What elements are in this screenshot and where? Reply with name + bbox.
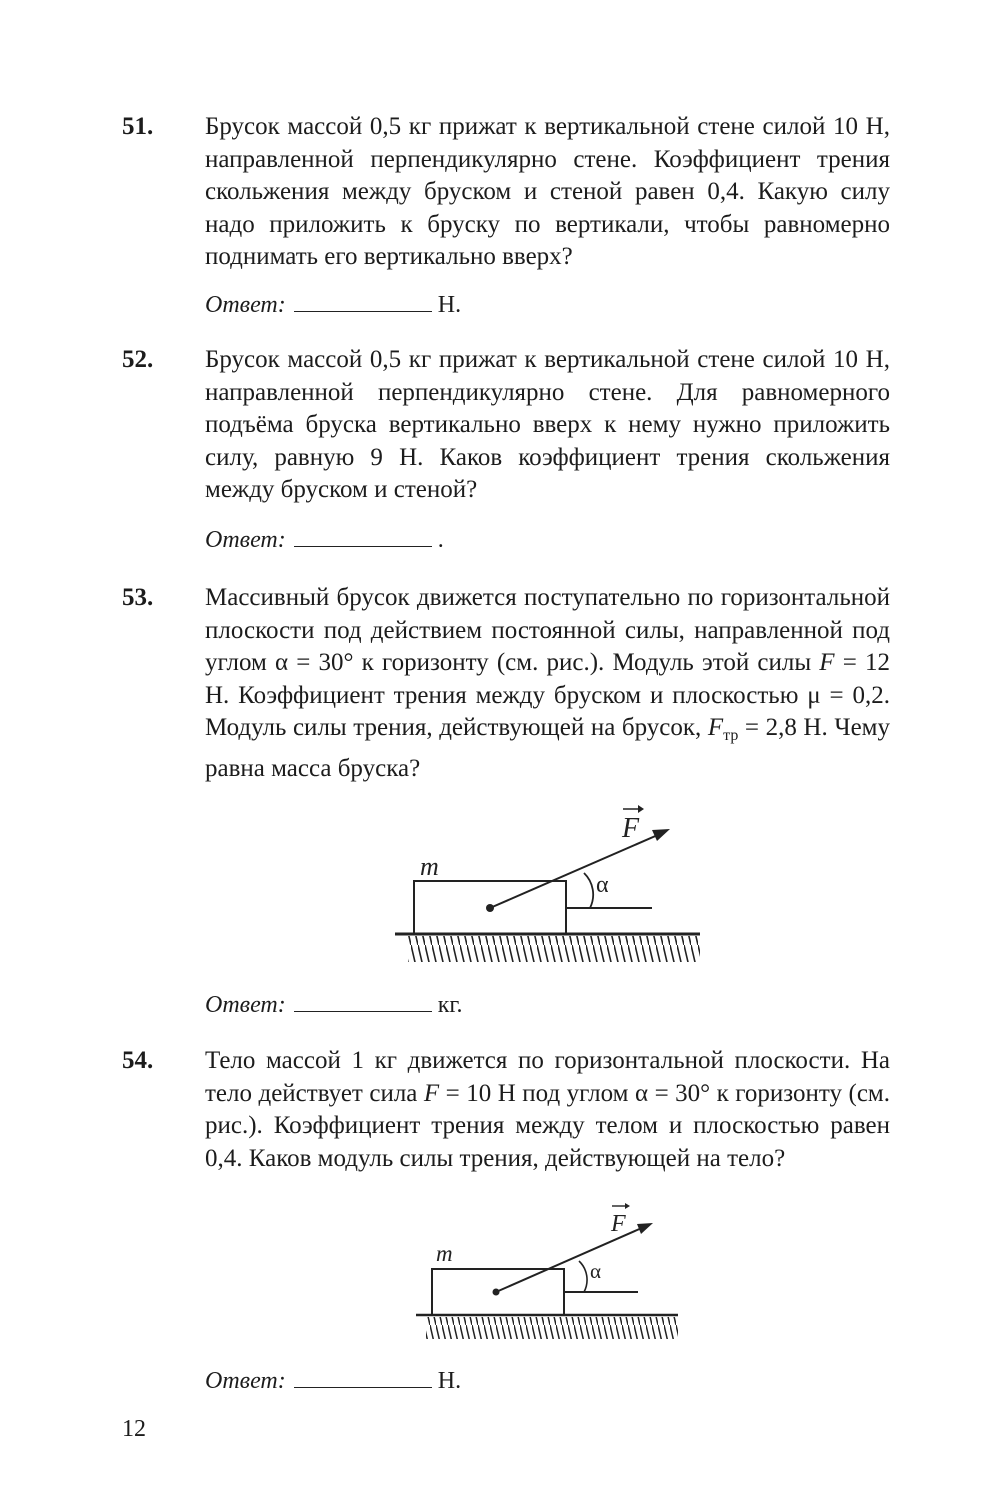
problem-number: 51. bbox=[122, 113, 154, 140]
answer-line-52 bbox=[205, 524, 444, 555]
answer-line-51 bbox=[205, 289, 461, 320]
problem-text bbox=[205, 344, 890, 507]
answer-line-53 bbox=[205, 989, 463, 1020]
answer-line-54 bbox=[205, 1365, 461, 1396]
problem-statement: Брусок массой 0,5 кг прижат к вертикальной стене силой 10 Н, направленной перпендикулярно стене. Коэффициент трения скольжения между бруском и стеной равен 0,4. Какую силу надо приложить к бруску по вертикали, чтобы равномерно поднимать его вертикально вверх? bbox=[205, 113, 890, 270]
ground-hatching bbox=[426, 1317, 678, 1339]
problem-statement bbox=[205, 1045, 890, 1175]
force-arrowhead bbox=[637, 1223, 653, 1234]
page-number: 12 bbox=[122, 1416, 146, 1442]
force-symbol: F bbox=[707, 714, 724, 741]
answer-label: Ответ: bbox=[205, 292, 286, 318]
angle-arc bbox=[579, 1261, 587, 1292]
problem-statement: Брусок массой 0,5 кг прижат к вертикальной стене силой 10 Н, направленной перпендикулярно стене. Для равномерного подъёма бруска вертикально вверх к нему нужно приложить силу, равную 9 Н. Каков коэффициент трения скольжения между бруском и стеной? bbox=[205, 346, 890, 503]
text-part: = 12 Н. Коэффициент трения между бруском и плоскостью μ = 0,2. Модуль силы трения, действующей на брусок, bbox=[205, 649, 890, 741]
force-symbol: F bbox=[819, 649, 835, 676]
text-part: = 10 Н под углом α = 30° к горизонту (см. рис.). Коэффициент трения между телом и плоскостью равен 0,4. Каков модуль силы трения, действующей на тело? bbox=[205, 1079, 890, 1172]
force-vector bbox=[490, 834, 660, 908]
problem-text bbox=[205, 1045, 890, 1175]
mass-label: m bbox=[420, 852, 439, 881]
figure-54 bbox=[412, 1195, 692, 1345]
text-part: Массивный брусок движется поступательно по горизонтальной плоскости под действием постоянной силы, направленной под углом α = 30° к горизонту (см. рис.). Модуль этой силы bbox=[205, 584, 890, 676]
angle-arc bbox=[584, 873, 593, 908]
ground-hatching bbox=[408, 936, 700, 962]
text-part: Тело массой 1 кг движется по горизонтальной плоскости. На тело действует сила bbox=[205, 1047, 890, 1107]
text-part: = 2,8 Н. Чему равна масса бруска? bbox=[205, 714, 890, 782]
force-label: F bbox=[622, 813, 640, 844]
force-label-arrow bbox=[638, 805, 644, 813]
problem-statement bbox=[205, 582, 890, 785]
problem-number: 52. bbox=[122, 346, 154, 373]
problem-text bbox=[205, 111, 890, 274]
problem-number: 53. bbox=[122, 584, 154, 611]
friction-subscript: тр bbox=[723, 727, 739, 744]
angle-label: α bbox=[590, 1259, 602, 1283]
force-arrowhead bbox=[652, 829, 670, 841]
problem-text bbox=[205, 582, 890, 785]
force-label-arrow bbox=[625, 1203, 630, 1209]
answer-label: Ответ: bbox=[205, 992, 286, 1018]
answer-label: Ответ: bbox=[205, 527, 286, 553]
answer-unit: кг. bbox=[437, 992, 463, 1018]
application-point bbox=[493, 1289, 500, 1296]
mass-label: m bbox=[436, 1241, 453, 1266]
figure-53 bbox=[390, 795, 710, 970]
answer-blank[interactable] bbox=[294, 1365, 432, 1388]
force-label: F bbox=[611, 1211, 626, 1237]
answer-unit: Н. bbox=[437, 292, 462, 318]
problem-number: 54. bbox=[122, 1047, 154, 1074]
answer-blank[interactable] bbox=[294, 524, 432, 547]
angle-label: α bbox=[596, 872, 609, 898]
answer-blank[interactable] bbox=[294, 289, 432, 312]
application-point bbox=[486, 904, 494, 912]
force-symbol: F bbox=[423, 1079, 440, 1107]
answer-unit: . bbox=[437, 527, 444, 553]
answer-blank[interactable] bbox=[294, 989, 432, 1012]
answer-label: Ответ: bbox=[205, 1368, 286, 1394]
answer-unit: Н. bbox=[437, 1368, 462, 1394]
